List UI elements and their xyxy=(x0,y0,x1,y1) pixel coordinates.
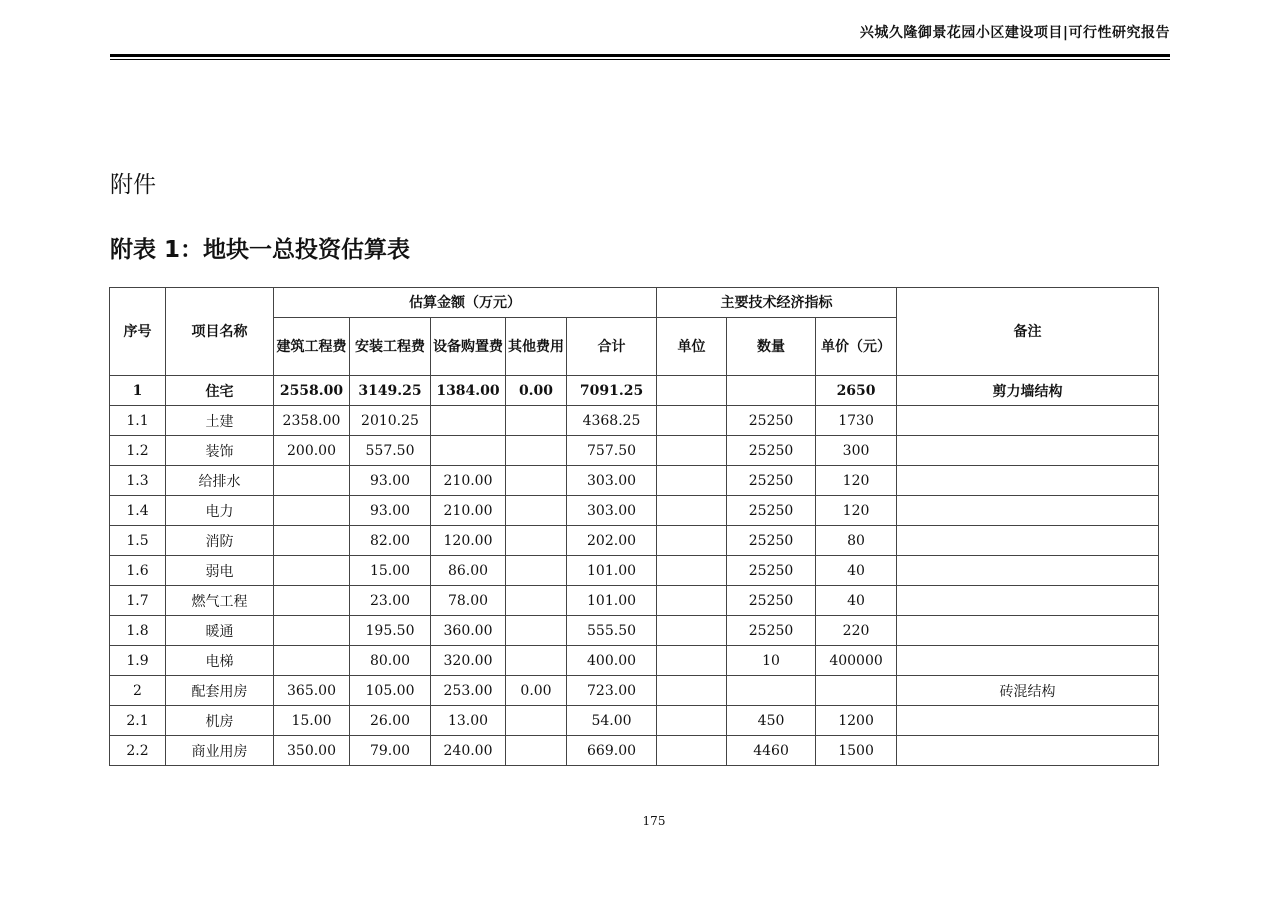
cell-remark: 剪力墙结构 xyxy=(897,376,1159,406)
cell-equipment: 240.00 xyxy=(431,736,506,766)
table-row xyxy=(110,496,1159,526)
cell-unit-price: 40 xyxy=(816,556,897,586)
cell-building xyxy=(274,496,350,526)
cell-unit xyxy=(657,646,727,676)
cell-unit xyxy=(657,526,727,556)
header-rule-thin xyxy=(110,59,1170,60)
cell-other: 0.00 xyxy=(506,676,567,706)
cell-total: 303.00 xyxy=(567,496,657,526)
cell-total: 101.00 xyxy=(567,586,657,616)
cell-equipment: 210.00 xyxy=(431,466,506,496)
cell-equipment xyxy=(431,406,506,436)
cell-seq: 1.2 xyxy=(110,436,166,466)
header-installation: 安装工程费 xyxy=(350,318,431,376)
cell-installation: 15.00 xyxy=(350,556,431,586)
table-row xyxy=(110,676,1159,706)
cell-name: 电梯 xyxy=(166,646,274,676)
cell-name: 商业用房 xyxy=(166,736,274,766)
cell-other xyxy=(506,646,567,676)
header-building: 建筑工程费 xyxy=(274,318,350,376)
table-row xyxy=(110,406,1159,436)
cell-name: 暖通 xyxy=(166,616,274,646)
header-other: 其他费用 xyxy=(506,318,567,376)
cell-installation: 195.50 xyxy=(350,616,431,646)
cell-other xyxy=(506,616,567,646)
cell-building: 2558.00 xyxy=(274,376,350,406)
cell-quantity xyxy=(727,376,816,406)
cell-other xyxy=(506,556,567,586)
cell-building: 15.00 xyxy=(274,706,350,736)
table-row xyxy=(110,646,1159,676)
cell-other xyxy=(506,496,567,526)
cell-unit xyxy=(657,676,727,706)
cell-total: 669.00 xyxy=(567,736,657,766)
cell-unit xyxy=(657,556,727,586)
cell-remark xyxy=(897,406,1159,436)
cell-unit-price: 120 xyxy=(816,466,897,496)
cell-building xyxy=(274,526,350,556)
cell-total: 723.00 xyxy=(567,676,657,706)
table-row xyxy=(110,526,1159,556)
table-row xyxy=(110,556,1159,586)
cell-quantity: 450 xyxy=(727,706,816,736)
cell-equipment: 120.00 xyxy=(431,526,506,556)
cell-unit-price: 2650 xyxy=(816,376,897,406)
cell-equipment: 78.00 xyxy=(431,586,506,616)
cell-installation: 2010.25 xyxy=(350,406,431,436)
cell-seq: 2.2 xyxy=(110,736,166,766)
page-header-title: 兴城久隆御景花园小区建设项目|可行性研究报告 xyxy=(859,25,1170,41)
cell-quantity: 25250 xyxy=(727,556,816,586)
cell-quantity: 25250 xyxy=(727,436,816,466)
cell-building: 365.00 xyxy=(274,676,350,706)
cell-installation: 26.00 xyxy=(350,706,431,736)
cell-unit-price: 400000 xyxy=(816,646,897,676)
cell-remark xyxy=(897,646,1159,676)
cell-unit-price: 220 xyxy=(816,616,897,646)
cell-seq: 1.5 xyxy=(110,526,166,556)
table-row xyxy=(110,706,1159,736)
header-quantity: 数量 xyxy=(727,318,816,376)
header-total: 合计 xyxy=(567,318,657,376)
cell-installation: 557.50 xyxy=(350,436,431,466)
cell-quantity: 25250 xyxy=(727,586,816,616)
table-caption: 附表 1：地块一总投资估算表 xyxy=(110,237,411,263)
header-name: 项目名称 xyxy=(166,288,274,376)
cell-remark xyxy=(897,466,1159,496)
cell-remark xyxy=(897,436,1159,466)
page-number: 175 xyxy=(642,814,666,828)
header-unit-price: 单价（元） xyxy=(816,318,897,376)
cell-installation: 23.00 xyxy=(350,586,431,616)
cell-unit-price: 1730 xyxy=(816,406,897,436)
cell-unit-price: 120 xyxy=(816,496,897,526)
cell-installation: 3149.25 xyxy=(350,376,431,406)
cell-other: 0.00 xyxy=(506,376,567,406)
cell-equipment: 210.00 xyxy=(431,496,506,526)
cell-total: 4368.25 xyxy=(567,406,657,436)
cell-installation: 80.00 xyxy=(350,646,431,676)
cell-installation: 79.00 xyxy=(350,736,431,766)
cell-unit xyxy=(657,706,727,736)
cell-seq: 1.4 xyxy=(110,496,166,526)
cell-other xyxy=(506,706,567,736)
cell-quantity xyxy=(727,676,816,706)
cell-building xyxy=(274,616,350,646)
cell-equipment: 13.00 xyxy=(431,706,506,736)
cell-seq: 1.6 xyxy=(110,556,166,586)
cell-remark xyxy=(897,526,1159,556)
cell-other xyxy=(506,436,567,466)
header-seq: 序号 xyxy=(110,288,166,376)
cell-remark xyxy=(897,616,1159,646)
cell-building: 2358.00 xyxy=(274,406,350,436)
cell-total: 101.00 xyxy=(567,556,657,586)
cell-name: 电力 xyxy=(166,496,274,526)
section-title: 附件 xyxy=(110,172,156,198)
cell-installation: 93.00 xyxy=(350,496,431,526)
cell-seq: 1.9 xyxy=(110,646,166,676)
cell-quantity: 4460 xyxy=(727,736,816,766)
cell-seq: 1.8 xyxy=(110,616,166,646)
cell-total: 303.00 xyxy=(567,466,657,496)
table-row xyxy=(110,616,1159,646)
header-equipment: 设备购置费 xyxy=(431,318,506,376)
cell-equipment: 253.00 xyxy=(431,676,506,706)
cell-name: 燃气工程 xyxy=(166,586,274,616)
cell-unit-price: 300 xyxy=(816,436,897,466)
header-unit: 单位 xyxy=(657,318,727,376)
investment-estimate-table xyxy=(109,287,1159,766)
cell-seq: 2.1 xyxy=(110,706,166,736)
cell-total: 400.00 xyxy=(567,646,657,676)
cell-installation: 93.00 xyxy=(350,466,431,496)
table-row xyxy=(110,466,1159,496)
cell-total: 555.50 xyxy=(567,616,657,646)
cell-unit xyxy=(657,406,727,436)
cell-remark xyxy=(897,586,1159,616)
cell-equipment xyxy=(431,436,506,466)
cell-building: 350.00 xyxy=(274,736,350,766)
cell-remark xyxy=(897,706,1159,736)
table-row xyxy=(110,376,1159,406)
cell-remark xyxy=(897,556,1159,586)
cell-unit xyxy=(657,586,727,616)
cell-name: 配套用房 xyxy=(166,676,274,706)
cell-unit xyxy=(657,466,727,496)
cell-name: 土建 xyxy=(166,406,274,436)
cell-equipment: 320.00 xyxy=(431,646,506,676)
cell-remark xyxy=(897,736,1159,766)
cell-quantity: 25250 xyxy=(727,466,816,496)
cell-remark: 砖混结构 xyxy=(897,676,1159,706)
cell-other xyxy=(506,406,567,436)
cell-unit xyxy=(657,616,727,646)
cell-total: 7091.25 xyxy=(567,376,657,406)
cell-other xyxy=(506,526,567,556)
cell-quantity: 25250 xyxy=(727,406,816,436)
cell-seq: 1.7 xyxy=(110,586,166,616)
cell-unit xyxy=(657,376,727,406)
cell-seq: 1.3 xyxy=(110,466,166,496)
cell-unit-price: 40 xyxy=(816,586,897,616)
header-estimate-group: 估算金额（万元） xyxy=(274,288,657,318)
cell-name: 给排水 xyxy=(166,466,274,496)
cell-building xyxy=(274,466,350,496)
cell-building xyxy=(274,556,350,586)
cell-quantity: 25250 xyxy=(727,526,816,556)
cell-building xyxy=(274,586,350,616)
cell-quantity: 25250 xyxy=(727,496,816,526)
header-indicator-group: 主要技术经济指标 xyxy=(657,288,897,318)
cell-other xyxy=(506,466,567,496)
cell-seq: 2 xyxy=(110,676,166,706)
cell-total: 202.00 xyxy=(567,526,657,556)
cell-name: 装饰 xyxy=(166,436,274,466)
cell-name: 机房 xyxy=(166,706,274,736)
cell-building: 200.00 xyxy=(274,436,350,466)
cell-total: 54.00 xyxy=(567,706,657,736)
cell-unit xyxy=(657,436,727,466)
cell-unit-price: 1500 xyxy=(816,736,897,766)
cell-total: 757.50 xyxy=(567,436,657,466)
cell-unit-price: 1200 xyxy=(816,706,897,736)
cell-unit-price xyxy=(816,676,897,706)
table-row xyxy=(110,736,1159,766)
cell-name: 住宅 xyxy=(166,376,274,406)
header-rule-thick xyxy=(110,54,1170,57)
cell-other xyxy=(506,586,567,616)
cell-unit xyxy=(657,496,727,526)
cell-quantity: 10 xyxy=(727,646,816,676)
cell-seq: 1 xyxy=(110,376,166,406)
cell-seq: 1.1 xyxy=(110,406,166,436)
cell-building xyxy=(274,646,350,676)
cell-name: 弱电 xyxy=(166,556,274,586)
cell-name: 消防 xyxy=(166,526,274,556)
header-remark: 备注 xyxy=(897,288,1159,376)
cell-installation: 82.00 xyxy=(350,526,431,556)
cell-equipment: 1384.00 xyxy=(431,376,506,406)
cell-equipment: 86.00 xyxy=(431,556,506,586)
cell-unit xyxy=(657,736,727,766)
cell-equipment: 360.00 xyxy=(431,616,506,646)
cell-quantity: 25250 xyxy=(727,616,816,646)
table-body xyxy=(110,376,1159,766)
table-row xyxy=(110,586,1159,616)
cell-installation: 105.00 xyxy=(350,676,431,706)
table-row xyxy=(110,436,1159,466)
cell-remark xyxy=(897,496,1159,526)
cell-other xyxy=(506,736,567,766)
cell-unit-price: 80 xyxy=(816,526,897,556)
